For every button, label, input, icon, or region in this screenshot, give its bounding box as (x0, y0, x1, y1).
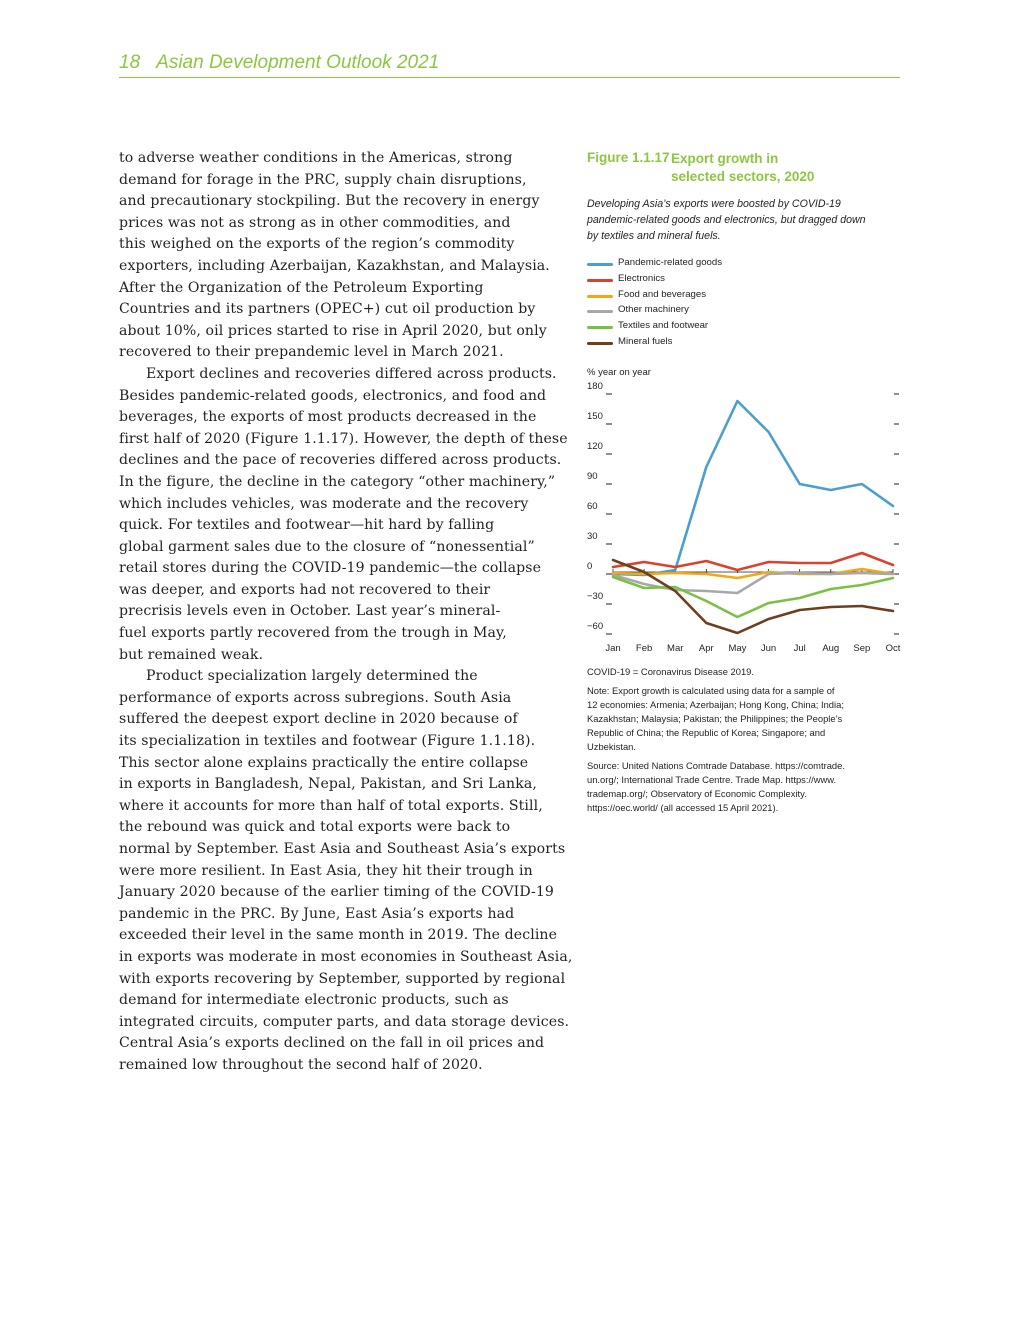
legend-swatch (587, 279, 613, 282)
figure-1-1-17 (587, 150, 907, 813)
y-tick-label: 150 (587, 411, 603, 422)
text-line: Central Asia’s exports declined on the fall in oil prices and (119, 1035, 545, 1052)
figure-label: Figure 1.1.17 (587, 150, 670, 165)
publication-title: Asian Development Outlook 2021 (156, 52, 440, 73)
x-tick-label: Apr (698, 643, 714, 654)
text-line: to adverse weather conditions in the Americas, strong (119, 150, 513, 166)
body-paragraph-3 (119, 666, 579, 1076)
text-line: 12 economies: Armenia; Azerbaijan; Hong Kong, China; India; (587, 699, 844, 710)
text-line: fuel exports partly recovered from the trough in May, (119, 625, 507, 642)
text-line: and precautionary stockpiling. But the recovery in energy (119, 193, 540, 210)
series-line (613, 553, 893, 570)
legend-label: Food and beverages (618, 288, 707, 300)
text-line: exceeded their level in the same month in 2019. The decline (119, 927, 558, 944)
y-tick-label: 180 (587, 381, 603, 392)
text-line: in exports in Bangladesh, Nepal, Pakistan, and Sri Lanka, (119, 776, 537, 793)
figure-title-line-2: selected sectors, 2020 (671, 169, 815, 184)
text-line: were more resilient. In East Asia, they hit their trough in (119, 862, 533, 879)
legend-swatch (587, 295, 613, 298)
text-line: https://oec.world/ (all accessed 15 April 2021). (587, 802, 779, 813)
text-line: Kazakhstan; Malaysia; Pakistan; the Philippines; the People’s (587, 713, 843, 724)
y-axis-title: % year on year (587, 367, 651, 378)
text-line: trademap.org/; Observatory of Economic Complexity. (587, 788, 807, 799)
figure-notes (587, 665, 897, 820)
page-number: 18 (119, 52, 141, 73)
x-tick-label: Jan (605, 643, 621, 654)
text-line: this weighed on the exports of the region’s commodity (119, 236, 515, 253)
text-line: declines and the pace of recoveries differed across products. (119, 452, 562, 469)
body-paragraph-2 (119, 364, 579, 666)
figure-header (587, 150, 907, 188)
x-tick-label: Sep (853, 643, 871, 654)
text-line: quick. For textiles and footwear—hit hard by falling (119, 517, 495, 534)
x-tick-label: Aug (822, 643, 840, 654)
text-line: Export declines and recoveries differed across products. (146, 365, 557, 382)
body-text-column (119, 148, 579, 1077)
text-line: COVID-19 = Coronavirus Disease 2019. (587, 666, 755, 677)
legend-label: Mineral fuels (618, 335, 673, 347)
text-line: where it accounts for more than half of total exports. Still, (119, 797, 543, 814)
text-line: retail stores during the COVID-19 pandemic—the collapse (119, 560, 542, 577)
x-tick-label: Feb (635, 643, 653, 654)
y-tick-label: 90 (587, 471, 598, 482)
running-header (119, 52, 900, 78)
text-line: Countries and its partners (OPEC+) cut oil production by (119, 301, 536, 318)
y-tick-label: 120 (587, 441, 603, 452)
y-tick-label: 0 (587, 561, 593, 572)
x-tick-label: Jul (793, 643, 806, 654)
legend-label: Pandemic-related goods (618, 257, 722, 268)
text-line: un.org/; International Trade Centre. Trade Map. https://www. (587, 774, 837, 785)
text-line: performance of exports across subregions. South Asia (119, 689, 512, 706)
source-note (587, 759, 897, 815)
text-line: exporters, including Azerbaijan, Kazakhstan, and Malaysia. (119, 257, 550, 274)
text-line: Besides pandemic-related goods, electronics, and food and (119, 387, 547, 404)
text-line: In the figure, the decline in the category “other machinery,” (119, 473, 556, 490)
figure-subtitle (587, 196, 907, 244)
text-line: recovered to their prepandemic level in March 2021. (119, 344, 504, 361)
text-line: which includes vehicles, was moderate and the recovery (119, 495, 529, 512)
figure-subtitle-line: pandemic-related goods and electronics, but dragged down (587, 214, 866, 226)
text-line: Republic of China; the Republic of Korea; Singapore; and (587, 727, 826, 738)
y-tick-label: 60 (587, 501, 598, 512)
text-line: beverages, the exports of most products decreased in the (119, 409, 537, 426)
x-tick-label: Jun (760, 643, 777, 654)
text-line: After the Organization of the Petroleum Exporting (119, 279, 484, 296)
text-line: Note: Export growth is calculated using data for a sample of (587, 685, 835, 696)
text-line: suffered the deepest export decline in 2020 because of (119, 711, 518, 728)
text-line: the rebound was quick and total exports were back to (119, 819, 511, 836)
y-tick-label: −30 (587, 591, 604, 602)
text-line: in exports was moderate in most economies in Southeast Asia, (119, 948, 573, 965)
text-line: January 2020 because of the earlier timing of the COVID-19 (119, 884, 554, 901)
text-line: pandemic in the PRC. By June, East Asia’s exports had (119, 905, 515, 922)
text-line: demand for intermediate electronic products, such as (119, 992, 509, 1009)
figure-title (671, 150, 814, 186)
legend-swatch (587, 263, 613, 266)
body-paragraph-1 (119, 148, 579, 364)
figure-subtitle-line: Developing Asia’s exports were boosted by COVID-19 (587, 198, 841, 210)
text-line: about 10%, oil prices started to rise in April 2020, but only (119, 322, 547, 339)
x-tick-label: Oct (885, 643, 901, 654)
abbreviation-note (587, 665, 897, 679)
text-line: remained low throughout the second half of 2020. (119, 1056, 483, 1073)
legend-swatch (587, 326, 613, 329)
legend-label: Textiles and footwear (618, 320, 709, 332)
figure-subtitle-line: by textiles and mineral fuels. (587, 230, 721, 242)
text-line: first half of 2020 (Figure 1.1.17). However, the depth of these (119, 430, 568, 447)
text-line: integrated circuits, computer parts, and data storage devices. (119, 1013, 570, 1030)
series-line (613, 401, 893, 575)
y-tick-label: −60 (587, 621, 604, 632)
y-tick-label: 30 (587, 531, 598, 542)
text-line: was deeper, and exports had not recovered to their (119, 581, 491, 598)
line-chart (587, 362, 907, 662)
sample-note (587, 684, 897, 754)
figure-title-line-1: Export growth in (671, 151, 779, 166)
legend-swatch (587, 342, 613, 345)
text-line: Product specialization largely determined the (146, 668, 478, 685)
text-line: prices was not as strong as in other commodities, and (119, 214, 511, 231)
text-line: precrisis levels even in October. Last year’s mineral- (119, 603, 501, 620)
text-line: This sector alone explains practically the entire collapse (119, 754, 529, 771)
text-line: global garment sales due to the closure of “nonessential” (119, 538, 535, 555)
legend-swatch (587, 310, 613, 313)
text-line: with exports recovering by September, supported by regional (119, 970, 566, 987)
text-line: normal by September. East Asia and Southeast Asia’s exports (119, 841, 566, 857)
legend-label: Other machinery (618, 304, 689, 316)
text-line: its specialization in textiles and footwear (Figure 1.1.18). (119, 733, 536, 750)
text-line: Source: United Nations Comtrade Database. https://comtrade. (587, 760, 845, 771)
text-line: Uzbekistan. (587, 741, 636, 752)
text-line: demand for forage in the PRC, supply chain disruptions, (119, 171, 527, 188)
legend-label: Electronics (618, 272, 665, 284)
x-tick-label: May (728, 643, 747, 654)
text-line: but remained weak. (119, 646, 264, 663)
x-tick-label: Mar (667, 643, 684, 654)
